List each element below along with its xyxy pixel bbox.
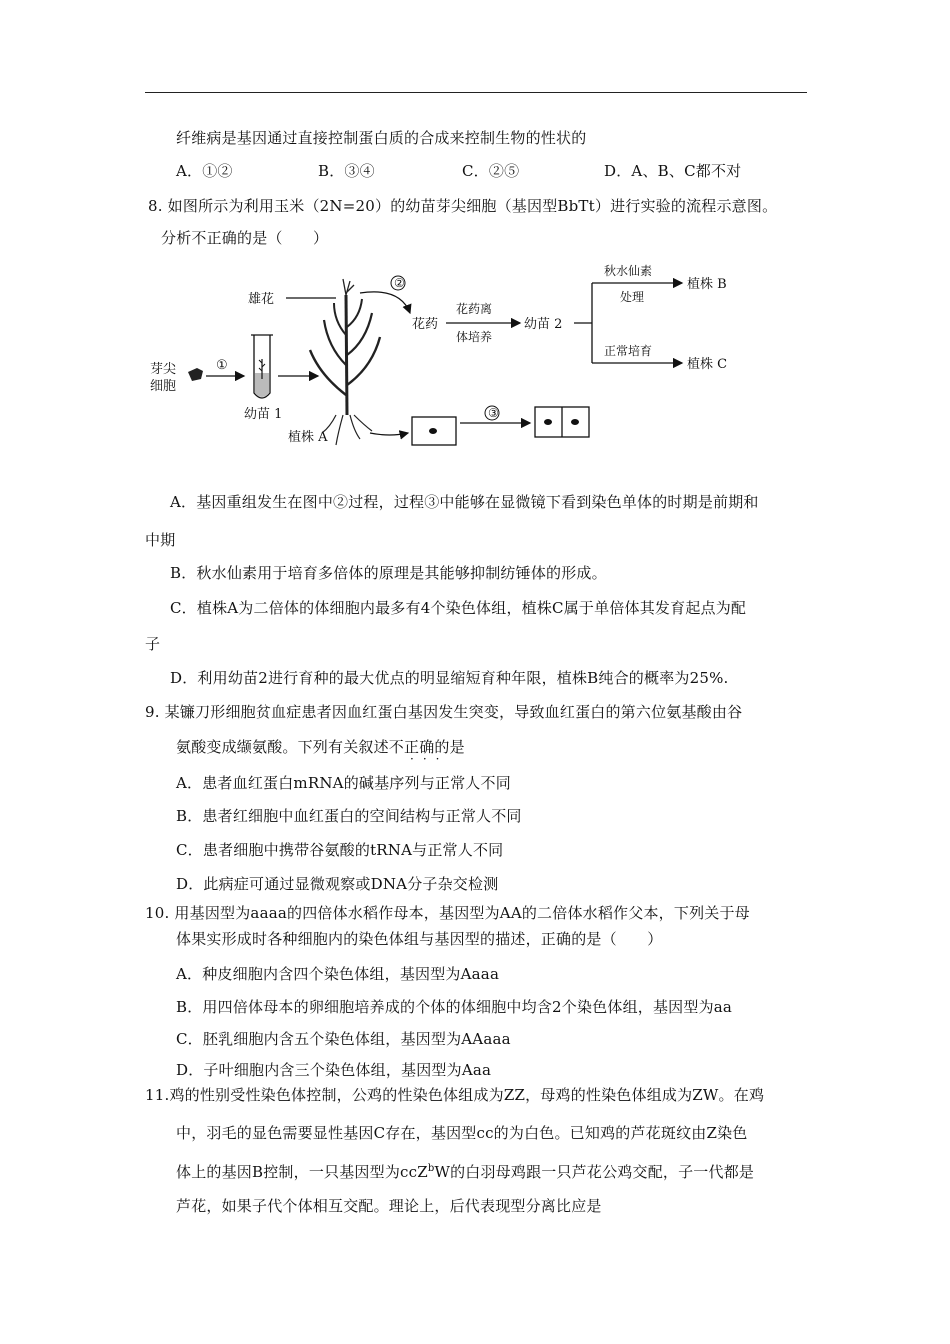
q11-line1: 11.鸡的性别受性染色体控制，公鸡的性染色体组成为ZZ，母鸡的性染色体组成为ZW。在鸡	[145, 1086, 765, 1104]
anther-label: 花药	[412, 317, 439, 332]
q9-option-d: D．此病症可通过显微观察或DNA分子杂交检测	[176, 875, 499, 893]
q8-option-a-line1: A．基因重组发生在图中②过程，过程③中能够在显微镜下看到染色单体的时期是前期和	[170, 493, 759, 511]
single-cell-icon	[412, 417, 456, 445]
q7-option-c: C．②⑤	[462, 162, 520, 180]
q10-option-a: A．种皮细胞内含四个染色体组，基因型为Aaaa	[176, 965, 500, 983]
q8-option-a-line2: 中期	[145, 531, 176, 549]
bud-cell-label-2: 细胞	[150, 379, 177, 394]
anther-culture-label-2: 体培养	[456, 330, 493, 344]
experiment-flow-diagram	[140, 255, 760, 455]
bud-cell-label: 芽尖	[150, 362, 177, 377]
corn-plant-icon	[310, 279, 380, 445]
q9-option-c: C．患者细胞中携带谷氨酸的tRNA与正常人不同	[176, 841, 504, 859]
q8-option-d: D．利用幼苗2进行育种的最大优点的明显缩短育种年限，植株B纯合的概率为25%.	[170, 669, 729, 687]
header-rule	[145, 92, 807, 93]
q7-option-d: D．A、B、C都不对	[604, 162, 742, 180]
q8-stem-line1: 8. 如图所示为利用玉米（2N=20）的幼苗芽尖细胞（基因型BbTt）进行实验的流程示意图。	[148, 197, 778, 215]
step-3-label: ③	[488, 406, 499, 420]
normal-growth-label: 正常培育	[604, 344, 653, 358]
q8-stem-line2: 分析不正确的是（ ）	[161, 229, 329, 247]
step-1-label: ①	[216, 358, 228, 373]
q10-option-b: B．用四倍体母本的卵细胞培养成的个体的体细胞中均含2个染色体组，基因型为aa	[176, 998, 733, 1016]
q7-option-a: A．①②	[176, 162, 233, 180]
q7-continuation: 纤维病是基因通过直接控制蛋白质的合成来控制生物的性状的	[176, 129, 587, 147]
anther-culture-label-1: 花药离	[456, 302, 493, 316]
test-tube-icon	[251, 335, 273, 398]
q7-option-b: B．③④	[318, 162, 375, 180]
divided-cells-icon	[535, 407, 589, 437]
q10-option-c: C．胚乳细胞内含五个染色体组，基因型为AAaaa	[176, 1030, 511, 1048]
q9-option-b: B．患者红细胞中血红蛋白的空间结构与正常人不同	[176, 807, 522, 825]
seedling-1-label: 幼苗 1	[244, 407, 283, 422]
q9-stem-line1: 9. 某镰刀形细胞贫血症患者因血红蛋白基因发生突变，导致血红蛋白的第六位氨基酸由谷	[145, 703, 743, 721]
q10-stem-line2: 体果实形成时各种细胞内的染色体组与基因型的描述，正确的是（ ）	[176, 930, 663, 948]
q8-option-c-line2: 子	[145, 635, 161, 653]
seedling-2-label: 幼苗 2	[524, 317, 563, 332]
q11-line3-post: W的白羽母鸡跟一只芦花公鸡交配，子一代都是	[434, 1163, 755, 1181]
q11-line3-pre: 体上的基因B控制，一只基因型为ccZ	[176, 1163, 428, 1181]
plant-c-label: 植株 C	[687, 357, 728, 372]
q9-stem-line2: 氨酸变成缬氨酸。下列有关叙述不正确的是	[176, 738, 465, 756]
q11-line2: 中，羽毛的显色需要显性基因C存在，基因型cc的为白色。已知鸡的芦花斑纹由Z染色	[176, 1124, 748, 1142]
emphasis-dots: ···	[410, 752, 449, 766]
q8-option-b: B．秋水仙素用于培育多倍体的原理是其能够抑制纺锤体的形成。	[170, 564, 607, 582]
colchicine-label-2: 处理	[620, 290, 645, 304]
q10-option-d: D．子叶细胞内含三个染色体组，基因型为Aaa	[176, 1061, 492, 1079]
q11-line3	[176, 1159, 754, 1182]
q9-option-a: A．患者血红蛋白mRNA的碱基序列与正常人不同	[176, 774, 511, 792]
plant-a-label: 植株 A	[288, 430, 328, 445]
step-2-label: ②	[394, 276, 405, 290]
q8-option-c-line1: C．植株A为二倍体的体细胞内最多有4个染色体组，植株C属于单倍体其发育起点为配	[170, 599, 747, 617]
q7-options	[176, 161, 776, 181]
plant-b-label: 植株 B	[687, 277, 727, 292]
q11-line4: 芦花，如果子代个体相互交配。理论上，后代表现型分离比应是	[176, 1197, 602, 1215]
q10-stem-line1: 10. 用基因型为aaaa的四倍体水稻作母本，基因型为AA的二倍体水稻作父本，下列关于母	[145, 904, 750, 922]
colchicine-label-1: 秋水仙素	[604, 264, 653, 278]
bud-cell-shape	[188, 368, 203, 381]
q11-line3-sup: b	[427, 1163, 435, 1174]
male-flower-label: 雄花	[248, 292, 275, 307]
